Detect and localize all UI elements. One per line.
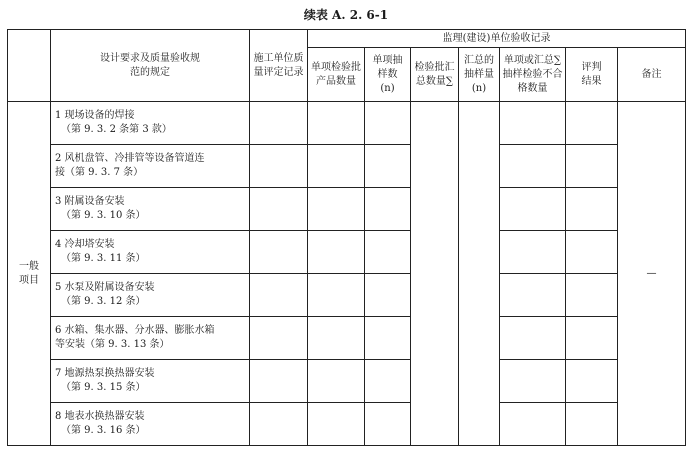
contractor-record-cell[interactable] [250,317,308,360]
header-judgement: 评判结果 [566,48,618,102]
judgement-cell[interactable] [566,317,618,360]
judgement-cell[interactable] [566,231,618,274]
judgement-cell[interactable] [566,145,618,188]
item-sample-count-cell[interactable] [365,360,411,403]
judgement-cell[interactable] [566,403,618,446]
category-cell: 一般项目 [8,102,51,446]
item-sample-count-cell[interactable] [365,274,411,317]
contractor-record-cell[interactable] [250,188,308,231]
requirement-cell: 4 冷却塔安装 （第 9. 3. 11 条） [51,231,250,274]
contractor-record-cell[interactable] [250,102,308,145]
contractor-record-cell[interactable] [250,360,308,403]
table-row [8,360,686,403]
acceptance-table [7,29,686,446]
sample-total-cell[interactable] [459,102,500,446]
contractor-record-cell[interactable] [250,274,308,317]
item-batch-count-cell[interactable] [308,360,365,403]
table-row [8,317,686,360]
item-batch-count-cell[interactable] [308,403,365,446]
requirement-cell: 5 水泵及附属设备安装 （第 9. 3. 12 条） [51,274,250,317]
corner-cell [8,30,51,102]
nonconforming-cell[interactable] [500,274,566,317]
table-row [8,188,686,231]
header-supervision-group: 监理(建设)单位验收记录 [308,30,686,48]
item-batch-count-cell[interactable] [308,102,365,145]
contractor-record-cell[interactable] [250,403,308,446]
table-row [8,231,686,274]
requirement-cell: 3 附属设备安装 （第 9. 3. 10 条） [51,188,250,231]
header-requirement: 设计要求及质量验收规范的规定 [51,30,250,102]
table-title: 续表 A. 2. 6-1 [303,8,389,22]
remark-cell: — [618,102,686,446]
requirement-cell: 6 水箱、集水器、分水器、膨胀水箱 等安装（第 9. 3. 13 条） [51,317,250,360]
nonconforming-cell[interactable] [500,145,566,188]
nonconforming-cell[interactable] [500,360,566,403]
item-sample-count-cell[interactable] [365,317,411,360]
nonconforming-cell[interactable] [500,188,566,231]
judgement-cell[interactable] [566,188,618,231]
nonconforming-cell[interactable] [500,317,566,360]
requirement-cell: 8 地表水换热器安装 （第 9. 3. 16 条） [51,403,250,446]
item-sample-count-cell[interactable] [365,231,411,274]
judgement-cell[interactable] [566,274,618,317]
item-sample-count-cell[interactable] [365,403,411,446]
contractor-record-cell[interactable] [250,145,308,188]
header-item-sample-count: 单项抽样数(n) [365,48,411,102]
header-item-batch-count: 单项检验批产品数量 [308,48,365,102]
item-batch-count-cell[interactable] [308,231,365,274]
requirement-cell: 2 风机盘管、冷排管等设备管道连 接（第 9. 3. 7 条） [51,145,250,188]
requirement-cell: 1 现场设备的焊接 （第 9. 3. 2 条第 3 款） [51,102,250,145]
judgement-cell[interactable] [566,102,618,145]
header-batch-total: 检验批汇总数量∑ [411,48,459,102]
table-row [8,145,686,188]
item-batch-count-cell[interactable] [308,317,365,360]
item-batch-count-cell[interactable] [308,188,365,231]
item-batch-count-cell[interactable] [308,274,365,317]
nonconforming-cell[interactable] [500,231,566,274]
requirement-cell: 7 地源热泵换热器安装 （第 9. 3. 15 条） [51,360,250,403]
header-nonconforming: 单项或汇总∑抽样检验不合格数量 [500,48,566,102]
nonconforming-cell[interactable] [500,102,566,145]
header-sample-total: 汇总的抽样量(n) [459,48,500,102]
header-remark: 备注 [618,48,686,102]
item-batch-count-cell[interactable] [308,145,365,188]
header-contractor-record: 施工单位质量评定记录 [250,30,308,102]
batch-total-cell[interactable] [411,102,459,446]
nonconforming-cell[interactable] [500,403,566,446]
item-sample-count-cell[interactable] [365,145,411,188]
item-sample-count-cell[interactable] [365,102,411,145]
table-row [8,102,686,145]
item-sample-count-cell[interactable] [365,188,411,231]
table-row [8,274,686,317]
judgement-cell[interactable] [566,360,618,403]
table-row [8,403,686,446]
contractor-record-cell[interactable] [250,231,308,274]
